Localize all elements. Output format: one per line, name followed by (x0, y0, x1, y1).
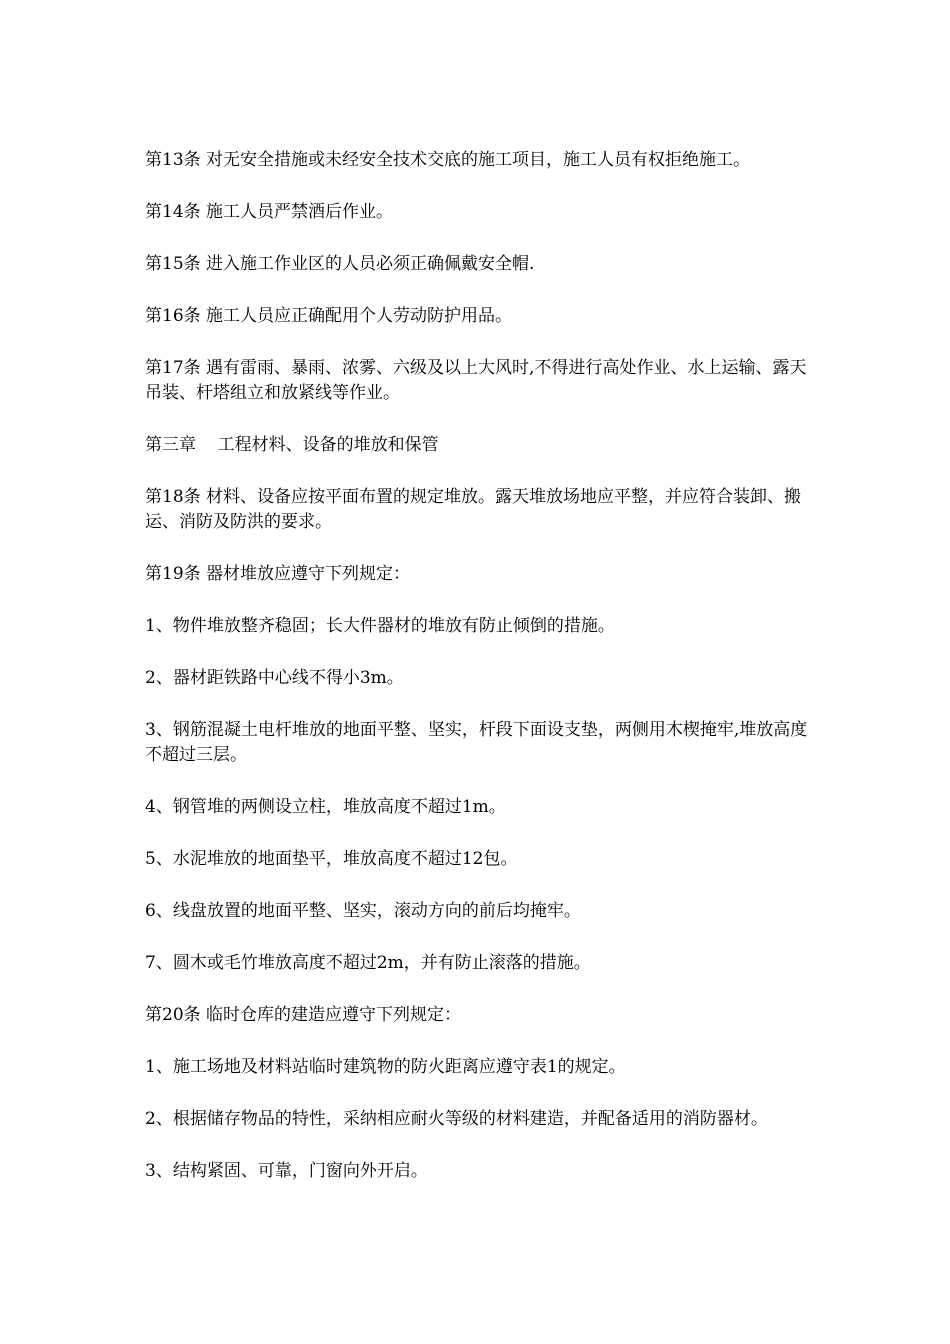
article-19-item-4: 4、钢管堆的两侧设立柱，堆放高度不超过1m。 (145, 797, 506, 817)
article-20-item-1: 1、施工场地及材料站临时建筑物的防火距离应遵守表1的规定。 (145, 1057, 626, 1077)
article-19-item-5: 5、水泥堆放的地面垫平，堆放高度不超过12包。 (145, 849, 518, 869)
article-15: 第15条 进入施工作业区的人员必须正确佩戴安全帽. (145, 254, 535, 274)
article-19-item-7: 7、圆木或毛竹堆放高度不超过2m，并有防止滚落的措施。 (145, 953, 591, 973)
article-20-item-3: 3、结构紧固、可靠，门窗向外开启。 (145, 1161, 428, 1181)
article-19: 第19条 器材堆放应遵守下列规定： (145, 564, 411, 584)
chapter-3-heading: 第三章 工程材料、设备的堆放和保管 (145, 435, 439, 455)
article-14: 第14条 施工人员严禁酒后作业。 (145, 202, 394, 222)
article-20-item-2: 2、根据储存物品的特性，采纳相应耐火等级的材料建造，并配备适用的消防器材。 (145, 1109, 768, 1129)
article-17: 第17条 遇有雷雨、暴雨、浓雾、六级及以上大风时,不得进行高处作业、水上运输、露天吊装、杆塔组立和放紧线等作业。 (145, 358, 807, 403)
article-20: 第20条 临时仓库的建造应遵守下列规定： (145, 1005, 462, 1025)
article-19-item-3: 3、钢筋混凝土电杆堆放的地面平整、坚实，杆段下面设支垫，两侧用木楔掩牢,堆放高度不超过三层。 (145, 720, 808, 765)
article-19-item-1: 1、物件堆放整齐稳固；长大件器材的堆放有防止倾倒的措施。 (145, 616, 615, 636)
article-13: 第13条 对无安全措施或未经安全技术交底的施工项目，施工人员有权拒绝施工。 (145, 150, 751, 170)
article-18: 第18条 材料、设备应按平面布置的规定堆放。露天堆放场地应平整，并应符合装卸、搬运、消防及防洪的要求。 (145, 487, 802, 532)
article-16: 第16条 施工人员应正确配用个人劳动防护用品。 (145, 306, 513, 326)
article-19-item-6: 6、线盘放置的地面平整、坚实，滚动方向的前后均掩牢。 (145, 901, 581, 921)
document-body (145, 148, 813, 1211)
article-19-item-2: 2、器材距铁路中心线不得小3m。 (145, 668, 404, 688)
